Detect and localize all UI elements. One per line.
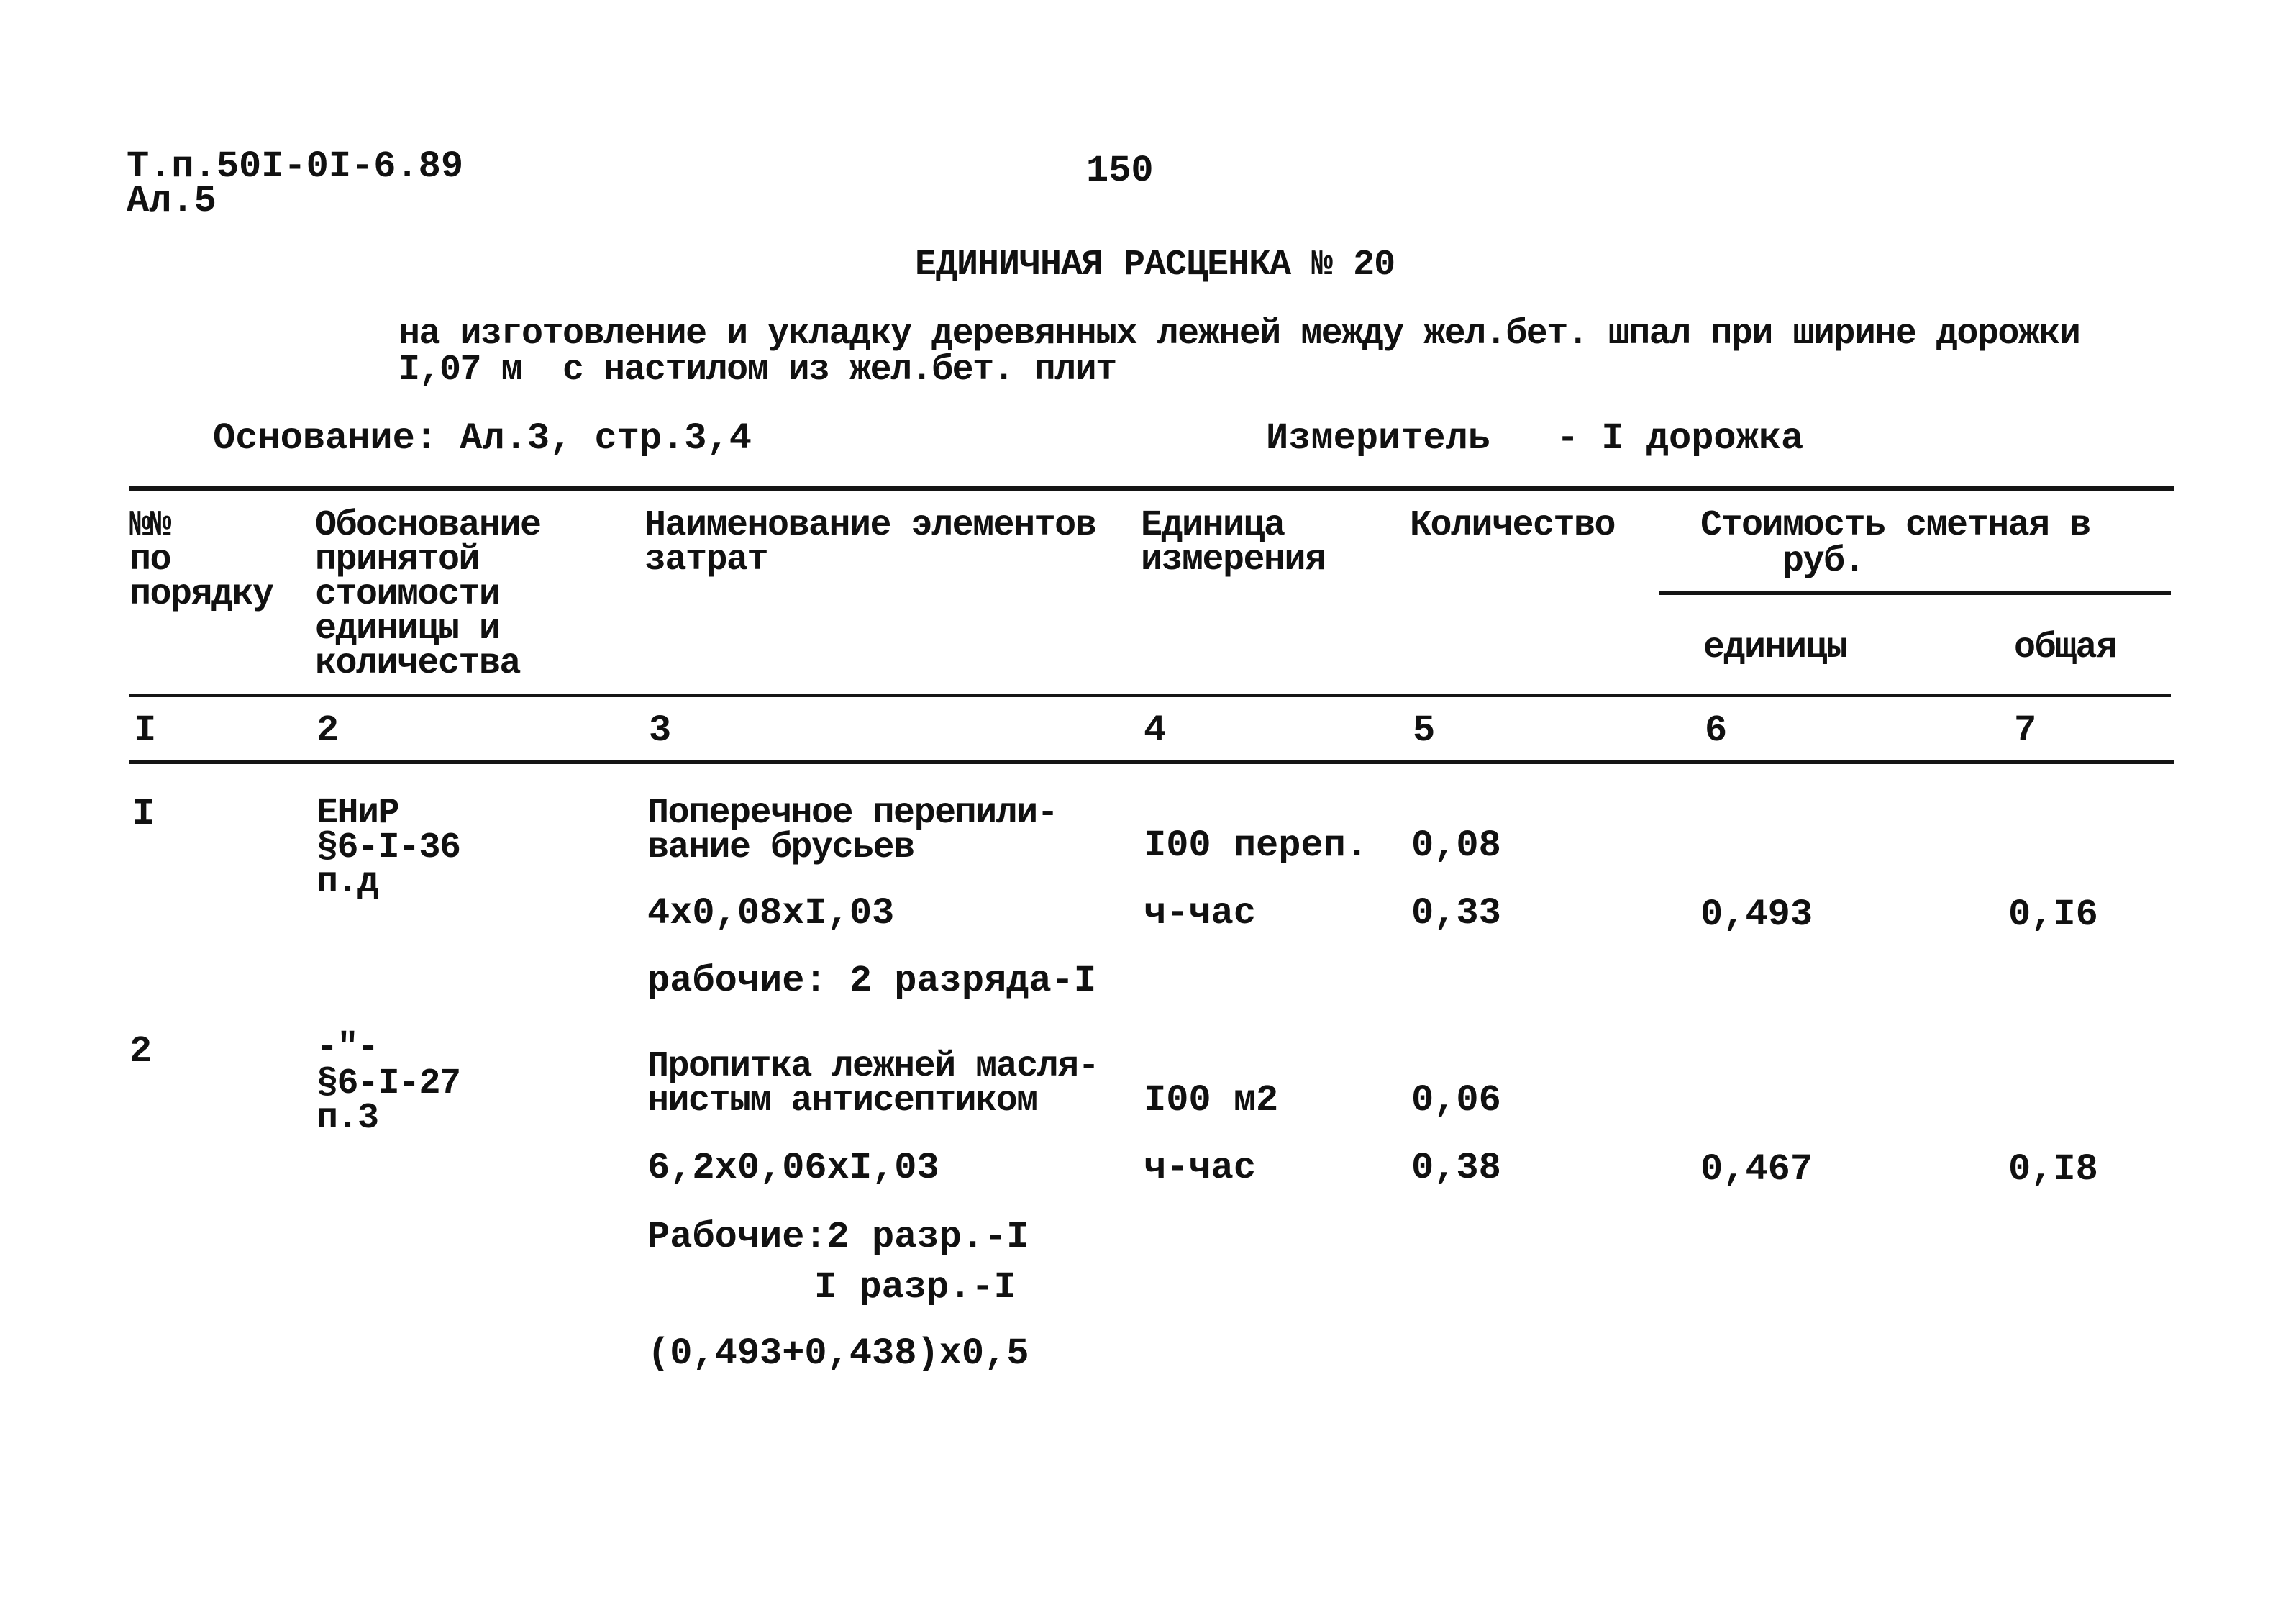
row-name-line1: Поперечное перепили- — [647, 793, 1058, 834]
col-number-5: 5 — [1413, 709, 1436, 752]
col1-header-line1: №№ — [129, 505, 171, 546]
row-quantity: 0,08 — [1411, 824, 1501, 867]
page-number: 150 — [1086, 150, 1154, 192]
col6-header: единицы — [1703, 627, 1847, 668]
col2-header-line3: стоимости — [315, 574, 500, 615]
subtitle-line-2: I,07 м с настилом из жел.бет. плит — [398, 350, 1116, 391]
row-workers-line2: I разр.-I — [814, 1266, 1016, 1309]
col1-header-line3: порядку — [129, 574, 273, 615]
numbering-bottom-rule — [129, 760, 2174, 764]
row-name-line1: Пропитка лежней масля- — [647, 1046, 1099, 1087]
row-basis-line2: §6-I-36 — [316, 827, 460, 868]
header-bottom-rule — [129, 694, 2171, 697]
col5-header: Количество — [1410, 505, 1616, 546]
measure-label: Измеритель — [1266, 417, 1491, 460]
row-formula: 6,2x0,06xI,03 — [647, 1147, 939, 1189]
measure-value: - I дорожка — [1557, 417, 1804, 460]
row-name-line2: нистым антисептиком — [647, 1081, 1037, 1122]
col1-header-line2: по — [129, 540, 171, 581]
row-basis-line1: -"- — [316, 1027, 378, 1068]
basis-reference: Основание: Ал.3, стр.3,4 — [213, 417, 752, 460]
col-number-7: 7 — [2014, 709, 2037, 752]
row-workers-line1: рабочие: 2 разряда-I — [647, 960, 1097, 1002]
col3-header-line2: затрат — [644, 540, 768, 581]
row-name-line2: вание брусьев — [647, 827, 914, 868]
row-quantity-labor: 0,33 — [1411, 892, 1501, 935]
col-number-2: 2 — [316, 709, 340, 752]
row-unit-cost: 0,493 — [1700, 894, 1813, 936]
document-title: ЕДИНИЧНАЯ РАСЦЕНКА № 20 — [915, 245, 1395, 286]
row-quantity: 0,06 — [1411, 1079, 1501, 1122]
row-number: 2 — [129, 1030, 152, 1073]
row-number: I — [132, 793, 155, 835]
col-number-6: 6 — [1705, 709, 1728, 752]
table-top-rule — [129, 486, 2174, 491]
col-number-4: 4 — [1144, 709, 1167, 752]
col2-header-line5: количества — [315, 643, 521, 684]
col3-header-line1: Наименование элементов — [644, 505, 1096, 546]
row-basis-line2: §6-I-27 — [316, 1063, 460, 1104]
row-total-cost: 0,I6 — [2008, 894, 2098, 936]
col2-header-line1: Обоснование — [315, 505, 541, 546]
document-sheet: Ал.5 — [127, 180, 217, 222]
row-basis-line1: ЕНиР — [316, 793, 399, 834]
col2-header-line2: принятой — [315, 540, 480, 581]
document-code: Т.п.50I-0I-6.89 — [127, 145, 464, 188]
row-quantity-labor: 0,38 — [1411, 1147, 1501, 1189]
row-total-cost: 0,I8 — [2008, 1148, 2098, 1191]
col4-header-line1: Единица — [1141, 505, 1285, 546]
row-basis-line3: п.д — [316, 862, 378, 903]
row-unit: I00 переп. — [1144, 824, 1369, 867]
row-formula: 4x0,08xI,03 — [647, 892, 895, 935]
row-unit-labor: ч-час — [1144, 1147, 1257, 1189]
col2-header-line4: единицы и — [315, 609, 500, 650]
cost-group-rule — [1659, 591, 2171, 595]
row-unit-labor: ч-час — [1144, 892, 1257, 935]
col7-header: общая — [2014, 627, 2117, 668]
row-unit: I00 м2 — [1144, 1079, 1279, 1122]
cost-header-line1: Стоимость сметная в — [1700, 505, 2090, 546]
row-basis-line3: п.3 — [316, 1098, 378, 1139]
subtitle-line-1: на изготовление и укладку деревянных лежней между жел.бет. шпал при ширине дорожки — [398, 314, 2080, 355]
row-extra-formula: (0,493+0,438)x0,5 — [647, 1332, 1029, 1375]
col4-header-line2: измерения — [1141, 540, 1326, 581]
col-number-1: I — [134, 709, 157, 752]
row-unit-cost: 0,467 — [1700, 1148, 1813, 1191]
cost-header-line2: руб. — [1782, 541, 1865, 582]
col-number-3: 3 — [649, 709, 672, 752]
row-workers-line1: Рабочие:2 разр.-I — [647, 1216, 1029, 1258]
